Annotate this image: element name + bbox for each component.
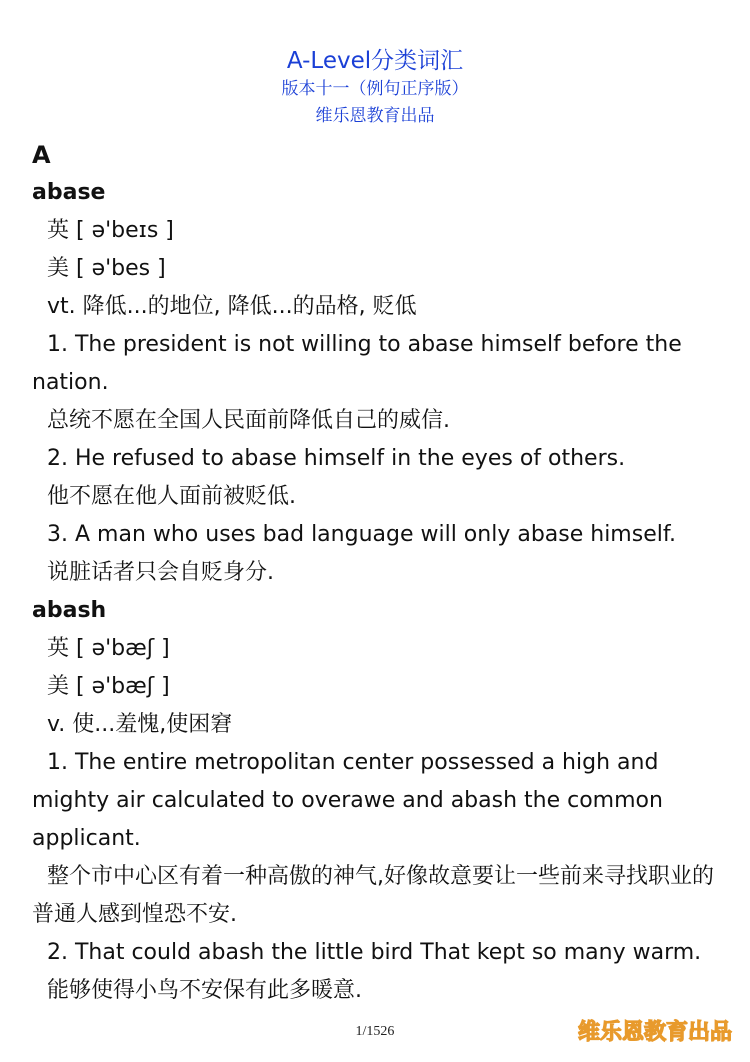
example-zh: 总统不愿在全国人民面前降低自己的威信.: [47, 408, 450, 433]
example-en: 3. A man who uses bad language will only abase himself.: [47, 522, 676, 547]
uk-pronunciation: 英 [ ə'beɪs ]: [47, 218, 174, 243]
entry-definition: vt. 降低...的地位, 降低...的品格, 贬低: [47, 294, 417, 319]
entry-abase: [32, 174, 718, 592]
example-en: 2. He refused to abase himself in the eyes of others.: [47, 446, 626, 471]
vocabulary-content: [32, 136, 718, 1010]
section-letter: A: [32, 141, 51, 169]
example-en: 2. That could abash the little bird That kept so many warm.: [47, 940, 702, 965]
page-number: 1/1526: [355, 1024, 395, 1039]
example-en: 1. The president is not willing to abase himself before the nation.: [32, 332, 682, 395]
entry-word: abase: [32, 180, 106, 205]
example-en: 1. The entire metropolitan center possessed a high and mighty air calculated to overawe and abash the common applicant.: [32, 750, 663, 851]
example-zh: 他不愿在他人面前被贬低.: [47, 484, 296, 509]
example-zh: 整个市中心区有着一种高傲的神气,好像故意要让一些前来寻找职业的普通人感到惶恐不安.: [32, 864, 714, 927]
document-publisher: 维乐恩教育出品: [315, 106, 435, 126]
watermark-logo: 维乐恩教育出品: [577, 1020, 732, 1045]
example-zh: 能够使得小鸟不安保有此多暖意.: [47, 978, 362, 1003]
document-subtitle: 版本十一（例句正序版）: [281, 79, 469, 99]
entry-word: abash: [32, 598, 107, 623]
us-pronunciation: 美 [ ə'bæʃ ]: [47, 674, 170, 699]
entry-abash: [32, 592, 718, 1010]
us-pronunciation: 美 [ ə'bes ]: [47, 256, 166, 281]
document-title: A-Level分类词汇: [286, 48, 464, 74]
uk-pronunciation: 英 [ ə'bæʃ ]: [47, 636, 170, 661]
entry-definition: v. 使...羞愧,使困窘: [47, 712, 233, 737]
document-header: [0, 46, 750, 130]
example-zh: 说脏话者只会自贬身分.: [47, 560, 274, 585]
